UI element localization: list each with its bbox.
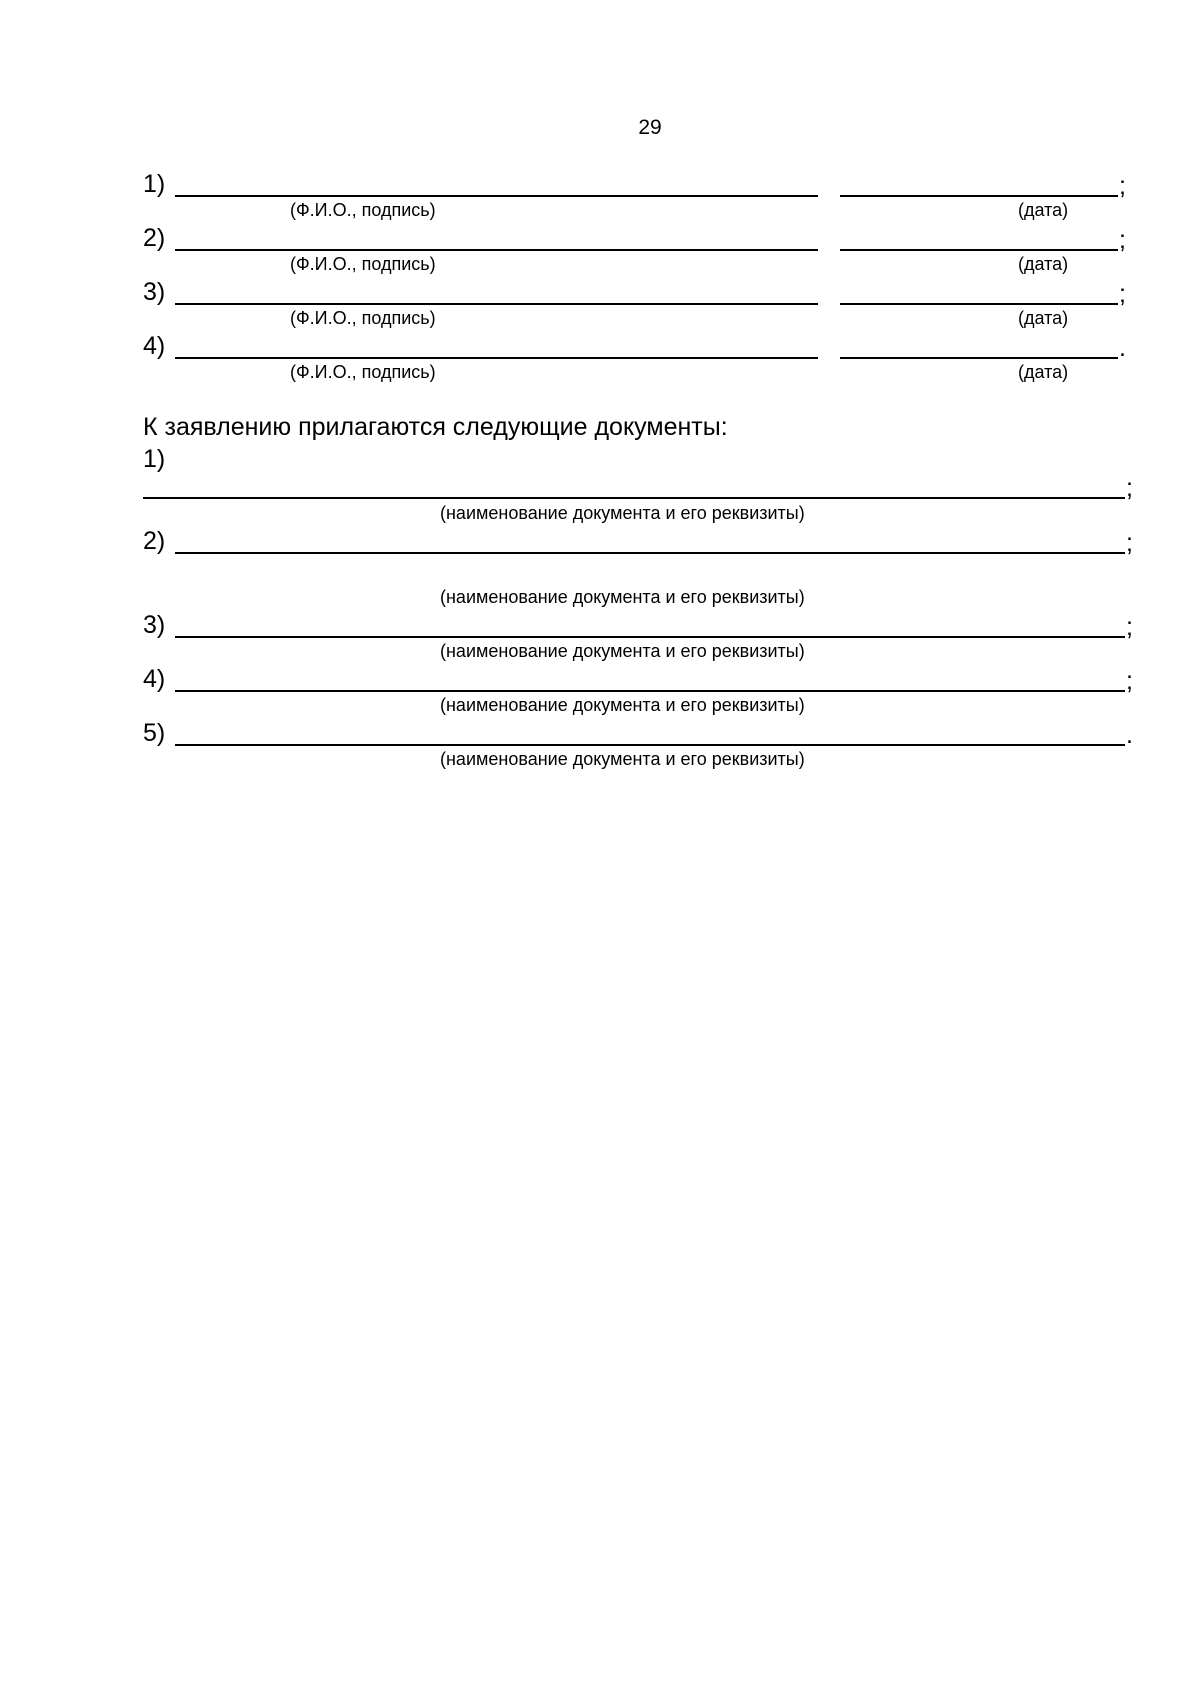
signature-name-caption: (Ф.И.О., подпись) [290,308,436,328]
signature-name-line[interactable] [175,195,818,197]
signature-date-caption: (дата) [1018,308,1069,328]
signature-row-end-punctuation: ; [1119,280,1126,308]
attachment-row-number: 5) [143,719,166,747]
signature-name-line[interactable] [175,249,818,251]
attachment-line[interactable] [175,690,1125,692]
signature-date-line[interactable] [840,303,1118,305]
signature-name-caption: (Ф.И.О., подпись) [290,200,436,220]
signature-row-number: 2) [143,224,166,252]
signature-row-number: 4) [143,332,166,360]
attachment-line[interactable] [175,636,1125,638]
signature-name-caption: (Ф.И.О., подпись) [290,254,436,274]
signature-row-number: 1) [143,170,166,198]
attachment-line[interactable] [175,744,1125,746]
attachment-row-end-punctuation: ; [1126,613,1133,641]
attachment-caption: (наименование документа и его реквизиты) [440,749,805,769]
attachment-line[interactable] [175,552,1125,554]
signature-name-line[interactable] [175,303,818,305]
signature-name-line[interactable] [175,357,818,359]
attachment-row-end-punctuation: ; [1126,667,1133,695]
attachment-caption: (наименование документа и его реквизиты) [440,641,805,661]
attachment-caption: (наименование документа и его реквизиты) [440,587,805,607]
signature-date-caption: (дата) [1018,254,1069,274]
signature-row-end-punctuation: ; [1119,172,1126,200]
signature-row-end-punctuation: ; [1119,226,1126,254]
signature-date-line[interactable] [840,249,1118,251]
attachment-row-number: 1) [143,445,166,473]
attachment-row-number: 3) [143,611,166,639]
attachment-row-end-punctuation: ; [1126,529,1133,557]
attachment-caption: (наименование документа и его реквизиты) [440,695,805,715]
signature-row-end-punctuation: . [1119,334,1126,362]
attachment-row-end-punctuation: . [1126,721,1133,749]
signature-date-line[interactable] [840,357,1118,359]
attachment-caption: (наименование документа и его реквизиты) [440,503,805,523]
signature-row-number: 3) [143,278,166,306]
attachment-line[interactable] [143,497,1125,499]
signature-date-line[interactable] [840,195,1118,197]
attachment-row-end-punctuation: ; [1126,474,1133,502]
attachment-row-number: 4) [143,665,166,693]
attachment-row-number: 2) [143,527,166,555]
signature-date-caption: (дата) [1018,200,1069,220]
signature-name-caption: (Ф.И.О., подпись) [290,362,436,382]
signature-date-caption: (дата) [1018,362,1069,382]
attachments-heading: К заявлению прилагаются следующие документы: [143,413,728,441]
page-number: 29 [638,116,662,139]
